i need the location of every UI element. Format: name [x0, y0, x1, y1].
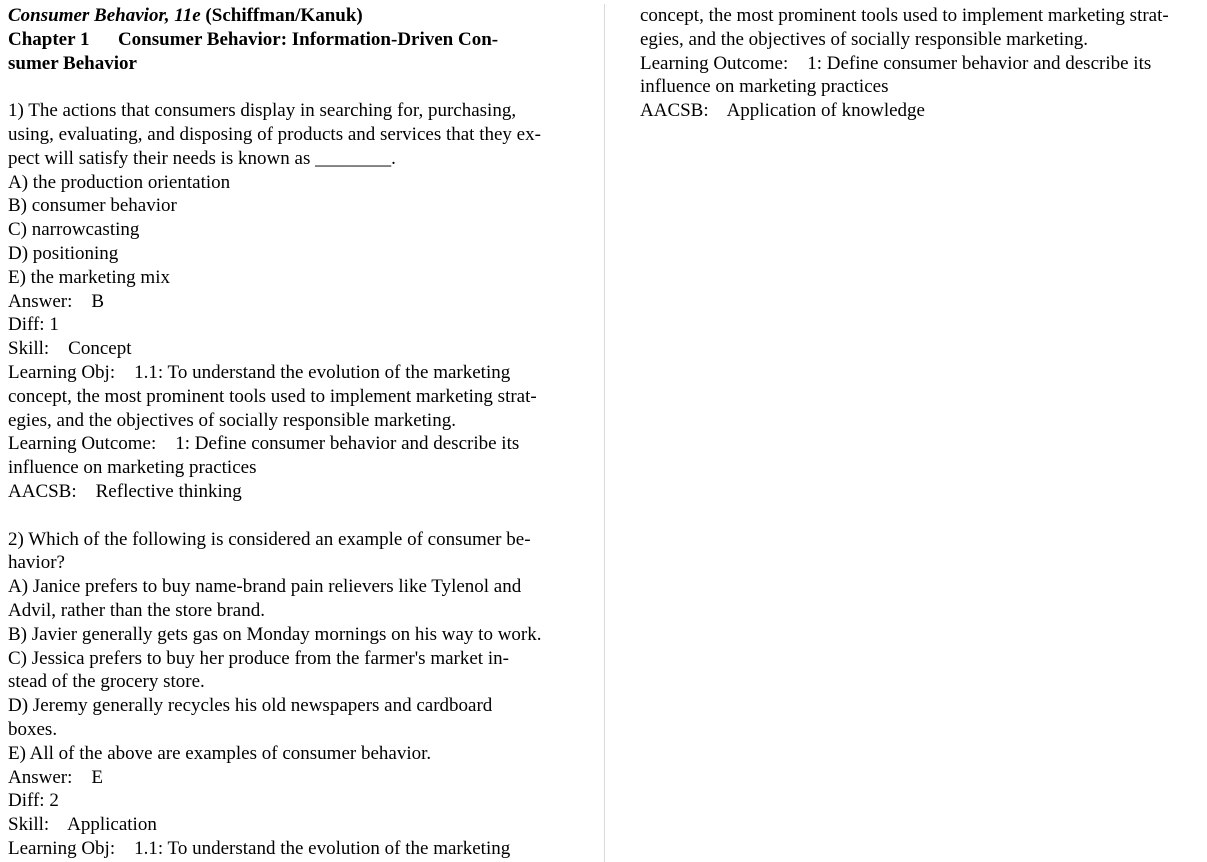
question-stem-line: pect will satisfy their needs is known as ________.	[8, 147, 396, 169]
learning-outcome-line: Learning Outcome: 1: Define consumer behavior and describe its	[640, 52, 1152, 74]
answer-option-c-cont: stead of the grocery store.	[8, 671, 205, 693]
learning-objective-line: Learning Obj: 1.1: To understand the evolution of the marketing	[8, 837, 511, 859]
aacsb-tag: AACSB: Application of knowledge	[640, 100, 925, 122]
aacsb-tag: AACSB: Reflective thinking	[8, 480, 242, 502]
question-stem-line: 1) The actions that consumers display in searching for, purchasing,	[8, 100, 517, 122]
answer-option-b: B) Javier generally gets gas on Monday mornings on his way to work.	[8, 623, 542, 645]
learning-objective-line: egies, and the objectives of socially responsible marketing.	[640, 28, 1088, 50]
chapter-title-line-2: sumer Behavior	[8, 52, 137, 74]
answer-key: Answer: B	[8, 290, 105, 312]
chapter-title-line-1: Chapter 1 Consumer Behavior: Information-Driven Con-	[8, 28, 499, 50]
skill: Skill: Application	[8, 814, 157, 836]
question-2	[8, 528, 578, 861]
answer-option-e: E) the marketing mix	[8, 266, 170, 288]
learning-objective-line: concept, the most prominent tools used to implement marketing strat-	[640, 5, 1169, 26]
skill: Skill: Concept	[8, 338, 132, 360]
learning-objective-line: Learning Obj: 1.1: To understand the evolution of the marketing	[8, 361, 511, 383]
learning-objective-line: concept, the most prominent tools used to implement marketing strat-	[8, 385, 537, 407]
document-header	[8, 4, 578, 75]
column-divider	[604, 4, 605, 862]
answer-key: Answer: E	[8, 766, 103, 788]
learning-outcome-line: influence on marketing practices	[8, 457, 257, 479]
answer-option-c: C) Jessica prefers to buy her produce from the farmer's market in-	[8, 647, 509, 669]
answer-option-c: C) narrowcasting	[8, 219, 140, 241]
answer-option-a: A) Janice prefers to buy name-brand pain relievers like Tylenol and	[8, 576, 522, 598]
difficulty: Diff: 1	[8, 314, 59, 336]
question-stem-line: havior?	[8, 552, 65, 574]
answer-option-b: B) consumer behavior	[8, 195, 177, 217]
book-title: Consumer Behavior, 11e	[8, 5, 201, 26]
spacer	[8, 75, 578, 99]
difficulty: Diff: 2	[8, 790, 59, 812]
answer-option-e: E) All of the above are examples of consumer behavior.	[8, 742, 432, 764]
learning-objective-line: egies, and the objectives of socially responsible marketing.	[8, 409, 456, 431]
question-stem-line: 2) Which of the following is considered an example of consumer be-	[8, 528, 531, 550]
spacer	[8, 504, 578, 528]
left-column	[8, 4, 578, 861]
learning-outcome-line: Learning Outcome: 1: Define consumer behavior and describe its	[8, 433, 520, 455]
answer-option-d-cont: boxes.	[8, 718, 58, 740]
right-column	[640, 4, 1205, 123]
learning-outcome-line: influence on marketing practices	[640, 76, 889, 98]
answer-option-d: D) positioning	[8, 242, 119, 264]
authors: (Schiffman/Kanuk)	[200, 5, 363, 26]
book-title-line	[8, 4, 578, 28]
answer-option-a-cont: Advil, rather than the store brand.	[8, 599, 265, 621]
question-2-continued	[640, 4, 1205, 123]
answer-option-a: A) the production orientation	[8, 171, 231, 193]
question-1	[8, 99, 578, 504]
answer-option-d: D) Jeremy generally recycles his old newspapers and cardboard	[8, 695, 493, 717]
question-stem-line: using, evaluating, and disposing of products and services that they ex-	[8, 123, 541, 145]
